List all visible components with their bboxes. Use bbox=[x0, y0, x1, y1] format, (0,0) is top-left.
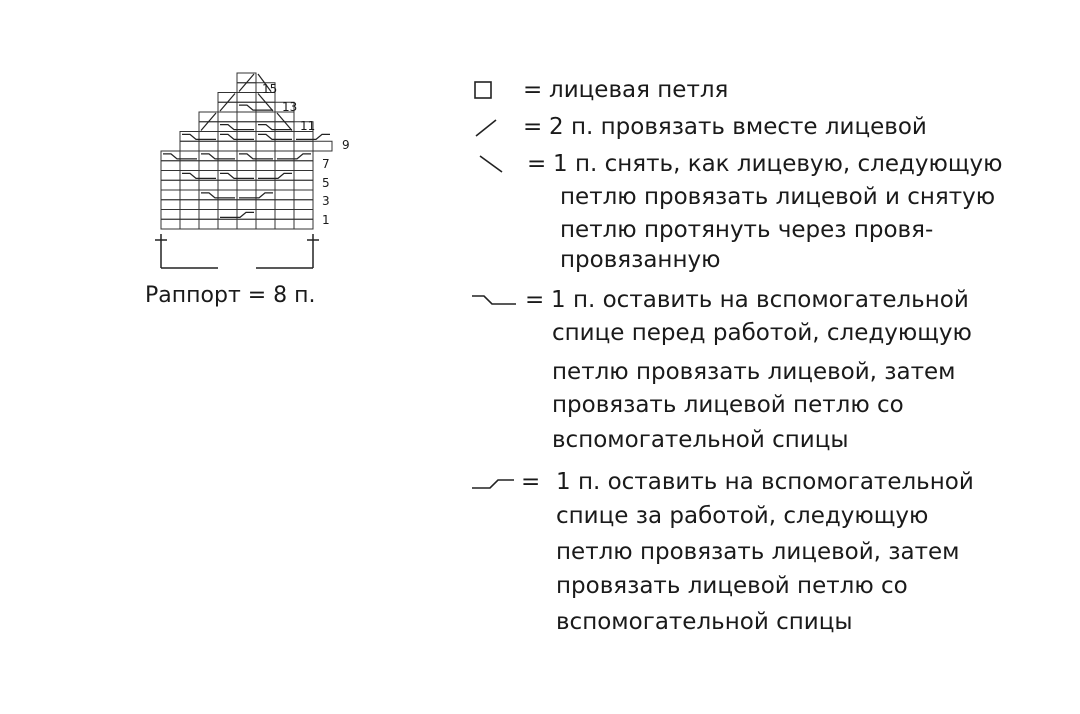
chart-cell bbox=[275, 141, 294, 151]
rapport-bracket bbox=[155, 234, 319, 268]
chart-cell bbox=[161, 190, 180, 200]
legend-line: 1 п. оставить на вспомогательной bbox=[556, 469, 974, 495]
legend-line: 1 п. снять, как лицевую, следующую bbox=[553, 151, 1003, 177]
chart-cell bbox=[313, 141, 332, 151]
chart-cell bbox=[218, 219, 237, 229]
legend-equals: = bbox=[523, 114, 543, 140]
chart-cell bbox=[256, 180, 275, 190]
row-number: 3 bbox=[322, 194, 330, 208]
chart-cell bbox=[275, 210, 294, 220]
chart-cell bbox=[294, 141, 313, 151]
legend-line: 1 п. оставить на вспомогательной bbox=[551, 287, 969, 313]
legend-line: провязать лицевой петлю со bbox=[552, 392, 904, 418]
row-number: 1 bbox=[322, 213, 330, 227]
chart-cell bbox=[199, 180, 218, 190]
row-number: 11 bbox=[300, 119, 316, 133]
chart-cell bbox=[180, 210, 199, 220]
chart-cell bbox=[218, 112, 237, 122]
chart-cell bbox=[180, 141, 199, 151]
chart-cell bbox=[199, 161, 218, 171]
chart-cell bbox=[199, 200, 218, 210]
legend-line: провязанную bbox=[560, 247, 721, 273]
chart-cell bbox=[294, 161, 313, 171]
row-number: 13 bbox=[282, 100, 298, 114]
chart-cell bbox=[256, 219, 275, 229]
chart-cell bbox=[294, 180, 313, 190]
legend-line: вспомогательной спицы bbox=[556, 609, 853, 635]
legend-line: провязать лицевой петлю со bbox=[556, 573, 908, 599]
chart-cell bbox=[218, 141, 237, 151]
chart-cell bbox=[180, 190, 199, 200]
chart-cell bbox=[161, 219, 180, 229]
chart-cell bbox=[218, 180, 237, 190]
chart-cell bbox=[256, 141, 275, 151]
chart-cell bbox=[256, 161, 275, 171]
legend-line: вспомогательной спицы bbox=[552, 427, 849, 453]
chart-cell bbox=[275, 219, 294, 229]
legend-line: петлю провязать лицевой и снятую bbox=[560, 184, 996, 210]
chart-cell bbox=[218, 161, 237, 171]
chart-cell bbox=[199, 141, 218, 151]
chart-cell bbox=[180, 219, 199, 229]
row-number: 5 bbox=[322, 176, 330, 190]
chart-cell bbox=[180, 200, 199, 210]
legend-equals: = bbox=[523, 77, 543, 103]
row-number: 9 bbox=[342, 138, 350, 152]
chart-cell bbox=[294, 219, 313, 229]
legend-equals: = bbox=[521, 469, 541, 495]
legend-line: спице за работой, следующую bbox=[556, 503, 929, 529]
chart-cell bbox=[237, 161, 256, 171]
chart-cell bbox=[275, 161, 294, 171]
chart-cell bbox=[275, 180, 294, 190]
legend-line: лицевая петля bbox=[549, 77, 729, 103]
chart-cell bbox=[237, 93, 256, 103]
chart-cell bbox=[275, 190, 294, 200]
chart-cell bbox=[161, 200, 180, 210]
chart-cell bbox=[180, 161, 199, 171]
chart-cell bbox=[256, 210, 275, 220]
chart-grid bbox=[161, 73, 332, 229]
chart-cell bbox=[294, 190, 313, 200]
rapport-label: Раппорт = 8 п. bbox=[145, 283, 316, 308]
chart-cell bbox=[294, 200, 313, 210]
chart-cell bbox=[256, 200, 275, 210]
chart-cell bbox=[218, 200, 237, 210]
chart-cell bbox=[237, 141, 256, 151]
legend-line: петлю провязать лицевой, затем bbox=[556, 539, 960, 565]
legend-line: петлю провязать лицевой, затем bbox=[552, 359, 956, 385]
legend-line: 2 п. провязать вместе лицевой bbox=[549, 114, 927, 140]
legend-line: спице перед работой, следующую bbox=[552, 320, 972, 346]
chart-cell bbox=[256, 112, 275, 122]
chart-cell bbox=[161, 161, 180, 171]
chart-cell bbox=[237, 112, 256, 122]
chart-symbols bbox=[163, 74, 330, 217]
legend-equals: = bbox=[527, 151, 547, 177]
chart-cell bbox=[294, 171, 313, 181]
chart-cell bbox=[161, 210, 180, 220]
chart-cell bbox=[199, 210, 218, 220]
chart-cell bbox=[237, 180, 256, 190]
chart-cell bbox=[294, 210, 313, 220]
chart-cell bbox=[237, 200, 256, 210]
chart-cell bbox=[180, 180, 199, 190]
chart-cell bbox=[237, 219, 256, 229]
legend-line: петлю протянуть через провя- bbox=[560, 217, 934, 243]
chart-cell bbox=[275, 200, 294, 210]
row-number: 7 bbox=[322, 157, 330, 171]
chart-cell bbox=[199, 219, 218, 229]
legend-equals: = bbox=[525, 287, 545, 313]
chart-cell bbox=[161, 171, 180, 181]
row-number: 15 bbox=[262, 82, 278, 96]
chart-cell bbox=[161, 180, 180, 190]
